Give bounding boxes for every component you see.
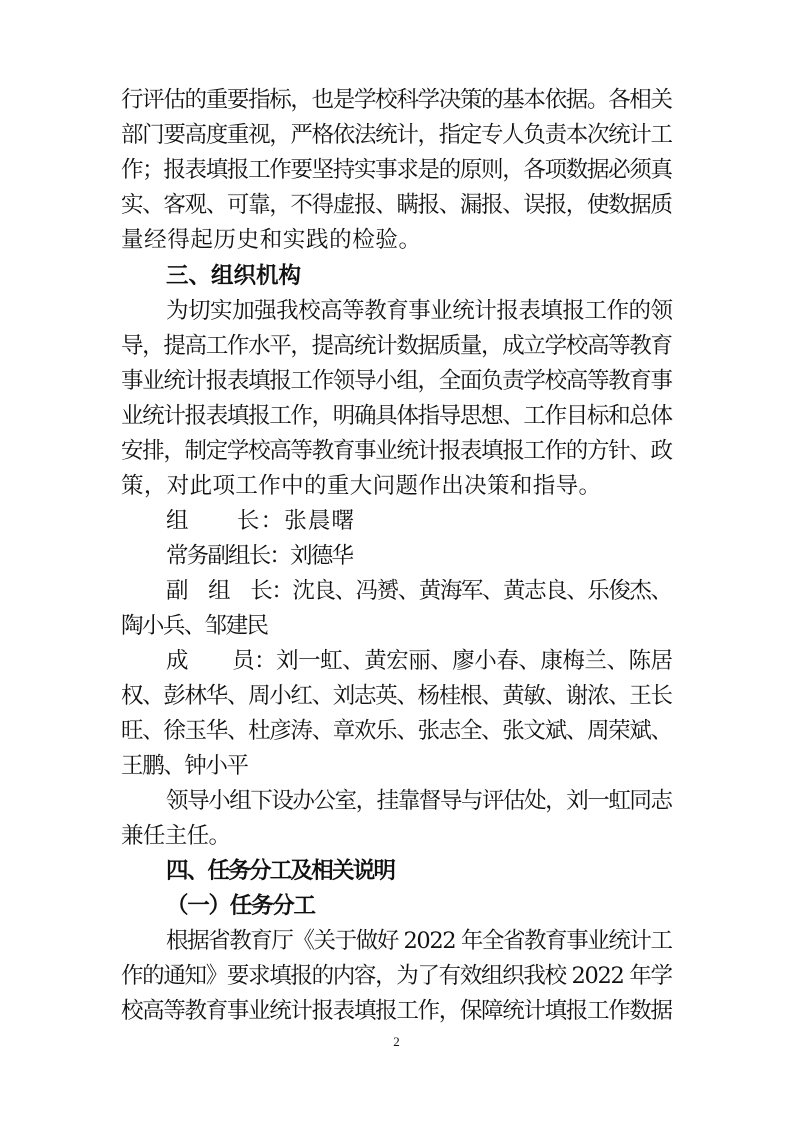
text-line-content: 安排，制定学校高等教育事业统计报表填报工作的方针、政 — [121, 438, 672, 464]
text-line-content: 导，提高工作水平，提高统计数据质量，成立学校高等教育 — [121, 333, 672, 359]
text-line — [0, 117, 793, 153]
section-heading-text: 四、任务分工及相关说明 — [166, 858, 395, 884]
member-line — [0, 538, 793, 574]
text-line — [0, 958, 793, 994]
member-line — [0, 608, 793, 644]
text-line-content: 行评估的重要指标，也是学校科学决策的基本依据。各相关 — [121, 87, 672, 113]
text-line-content: 根据省教育厅《关于做好 2022 年全省教育事业统计工 — [166, 928, 672, 954]
text-line-content: 兼任主任。 — [121, 823, 231, 849]
section-heading-text: 三、组织机构 — [166, 263, 301, 289]
text-line-content: 组 长：张晨曙 — [166, 508, 356, 534]
text-line-content: 为切实加强我校高等教育事业统计报表填报工作的领 — [166, 298, 673, 324]
text-line-content: 业统计报表填报工作，明确具体指导思想、工作目标和总体 — [121, 403, 672, 429]
text-line — [0, 187, 793, 223]
text-line-content: 实、客观、可靠，不得虚报、瞒报、漏报、误报，使数据质 — [121, 192, 672, 218]
text-line — [0, 468, 793, 504]
text-line-content: 量经得起历史和实践的检验。 — [121, 227, 422, 253]
text-line — [0, 433, 793, 469]
text-line-content: 事业统计报表填报工作领导小组，全面负责学校高等教育事 — [121, 368, 672, 394]
text-line-content: 校高等教育事业统计报表填报工作，保障统计填报工作数据 — [121, 998, 672, 1024]
text-line-content: 领导小组下设办公室，挂靠督导与评估处，刘一虹同志 — [166, 788, 672, 814]
text-line — [0, 398, 793, 434]
text-line-content: 王鹏、钟小平 — [121, 753, 248, 779]
section-heading — [0, 258, 793, 294]
text-line-content: 旺、徐玉华、杜彦涛、章欢乐、张志全、张文斌、周荣斌、 — [121, 718, 672, 744]
text-line-content: 常务副组长：刘德华 — [166, 543, 353, 569]
member-line — [0, 713, 793, 749]
text-line-content: 部门要高度重视，严格依法统计，指定专人负责本次统计工 — [121, 122, 672, 148]
member-line — [0, 748, 793, 784]
text-line — [0, 923, 793, 959]
text-line — [0, 363, 793, 399]
text-line — [0, 993, 793, 1029]
text-line-content: 陶小兵、邹建民 — [121, 613, 268, 639]
member-line — [0, 503, 793, 539]
subsection-heading — [0, 888, 793, 924]
member-line — [0, 678, 793, 714]
text-line-content: 作的通知》要求填报的内容，为了有效组织我校 2022 年学 — [121, 963, 672, 989]
text-line — [0, 328, 793, 364]
section-heading — [0, 853, 793, 889]
member-line — [0, 573, 793, 609]
text-line-content: 副 组 长：沈良、冯赟、黄海军、黄志良、乐俊杰、 — [166, 578, 672, 604]
member-line — [0, 643, 793, 679]
text-line — [0, 818, 793, 854]
text-line-content: 权、彭林华、周小红、刘志英、杨桂根、黄敏、谢浓、王长 — [121, 683, 672, 709]
text-line — [0, 82, 793, 118]
text-line-content: 成 员：刘一虹、黄宏丽、廖小春、康梅兰、陈居 — [166, 648, 673, 674]
text-line — [0, 783, 793, 819]
subsection-heading-text: （一）任务分工 — [166, 893, 315, 919]
page-number: 2 — [393, 1034, 400, 1049]
text-line-content: 策，对此项工作中的重大问题作出决策和指导。 — [121, 473, 602, 499]
text-line — [0, 293, 793, 329]
text-line — [0, 152, 793, 188]
text-line — [0, 222, 793, 258]
text-line-content: 作；报表填报工作要坚持实事求是的原则，各项数据必须真 — [121, 157, 672, 183]
